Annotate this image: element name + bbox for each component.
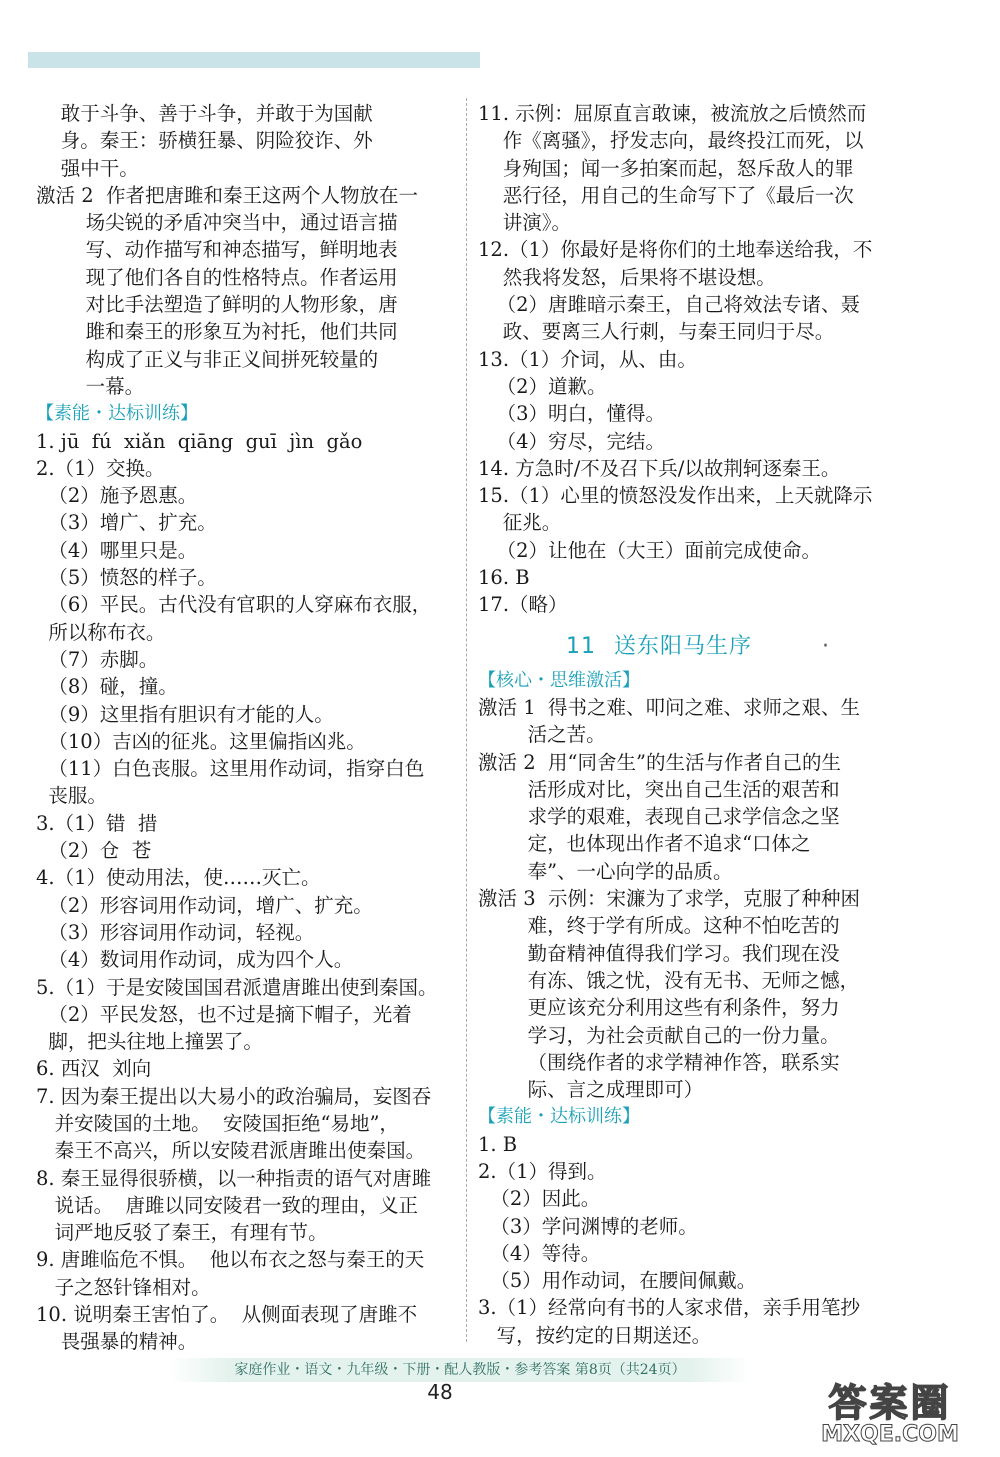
right-line: （2）唐雎暗示秦王，自己将效法专诸、聂 — [478, 293, 861, 317]
left-line: 4.（1）使动用法，使……灭亡。 — [36, 866, 321, 890]
right-line: 3.（1）经常向有书的人家求借，亲手用笔抄 — [478, 1296, 861, 1320]
watermark-logo: 答案圈 — [828, 1381, 952, 1425]
left-line: 2.（1）交换。 — [36, 456, 165, 480]
left-line: （6）平民。古代没有官职的人穿麻布衣服， — [36, 593, 432, 617]
right-line: 恶行径，用自己的生命写下了《最后一次 — [478, 183, 854, 207]
right-line: 17.（略） — [478, 593, 568, 617]
left-line: （2）仓 苍 — [36, 839, 152, 863]
right-line: 奉”、一心向学的品质。 — [478, 859, 733, 883]
right-line: 激活 2 用“同舍生”的生活与作者自己的生 — [478, 750, 841, 774]
left-line: 子之怒针锋相对。 — [36, 1275, 211, 1299]
lesson-title-text: 送东阳马生序 — [613, 633, 752, 659]
left-line: 9. 唐雎临危不惧。 他以布衣之怒与秦王的天 — [36, 1248, 425, 1272]
right-line: 定，也体现出作者不追求“口体之 — [478, 832, 811, 856]
left-line: 5.（1）于是安陵国国君派遣唐雎出使到秦国。 — [36, 975, 438, 999]
left-line: 雎和秦王的形象互为衬托，他们共同 — [36, 320, 398, 344]
left-line: （7）赤脚。 — [36, 647, 159, 671]
column-divider — [466, 98, 467, 1342]
right-line: 激活 1 得书之难、叩问之难、求师之艰、生 — [478, 695, 861, 719]
left-line: 写、动作描写和神态描写，鲜明地表 — [36, 238, 398, 262]
page-number: 48 — [427, 1380, 453, 1404]
right-line: （2）道歉。 — [478, 374, 607, 398]
left-line: 7. 因为秦王提出以大易小的政治骗局，妄图吞 — [36, 1084, 432, 1108]
left-line: 8. 秦王显得很骄横，以一种指责的语气对唐雎 — [36, 1166, 432, 1190]
left-line: （11）白色丧服。这里用作动词，指穿白色 — [36, 757, 425, 781]
left-line: 秦王不高兴，所以安陵君派唐雎出使秦国。 — [36, 1139, 426, 1163]
left-line: （4）数词用作动词，成为四个人。 — [36, 948, 354, 972]
lesson-number: 11 — [565, 633, 596, 659]
left-line: （3）增广、扩充。 — [36, 511, 217, 535]
left-line: 对比手法塑造了鲜明的人物形象，唐 — [36, 293, 398, 317]
right-line: （4）穷尽，完结。 — [478, 429, 666, 453]
right-line: 13.（1）介词，从、由。 — [478, 347, 697, 371]
right-line: 讲演》。 — [478, 211, 572, 235]
left-line: （5）愤怒的样子。 — [36, 566, 217, 590]
right-line: 身殉国；闻一多拍案而起，怒斥敌人的罪 — [478, 156, 854, 180]
left-line: 场尖锐的矛盾冲突当中，通过语言描 — [36, 211, 398, 235]
left-line: 3.（1）错 措 — [36, 811, 158, 835]
right-line: 学习，为社会贡献自己的一份力量。 — [478, 1023, 840, 1047]
section-heading: 【素能・达标训练】 — [36, 403, 198, 425]
left-line: （4）哪里只是。 — [36, 538, 198, 562]
watermark-url: MXQE.COM — [821, 1422, 959, 1447]
left-line: 强中干。 — [36, 156, 139, 180]
left-line: 身。秦王：骄横狂暴、阴险狡诈、外 — [36, 129, 373, 153]
left-line: （3）形容词用作动词，轻视。 — [36, 920, 315, 944]
right-line: 勤奋精神值得我们学习。我们现在没 — [478, 941, 840, 965]
right-line: 活之苦。 — [478, 723, 606, 747]
right-line: 写，按约定的日期送还。 — [478, 1323, 712, 1347]
right-line: （2）让他在（大王）面前完成使命。 — [478, 538, 822, 562]
right-line: 际、言之成理即可） — [478, 1078, 704, 1102]
right-line: 难，终于学有所成。这种不怕吃苦的 — [478, 914, 840, 938]
left-line: 脚，把头往地上撞罢了。 — [36, 1030, 263, 1054]
left-line: 所以称布衣。 — [36, 620, 166, 644]
page-footer — [170, 1358, 750, 1382]
right-line: 作《离骚》，抒发志向，最终投江而死，以 — [478, 129, 864, 153]
right-line: 政、要离三人行刺，与秦王同归于尽。 — [478, 320, 835, 344]
right-line: 激活 3 示例：宋濂为了求学，克服了种种困 — [478, 887, 861, 911]
left-line: 10. 说明秦王害怕了。 从侧面表现了唐雎不 — [36, 1303, 418, 1327]
section-heading: 【素能・达标训练】 — [478, 1106, 640, 1128]
right-line: （2）因此。 — [478, 1187, 601, 1211]
left-line: 畏强暴的精神。 — [36, 1330, 198, 1354]
right-line: 12.（1）你最好是将你们的土地奉送给我，不 — [478, 238, 873, 262]
left-line: （8）碰，撞。 — [36, 675, 178, 699]
left-line: 并安陵国的土地。 安陵国拒绝“易地”， — [36, 1111, 399, 1135]
right-line: （5）用作动词，在腰间佩戴。 — [478, 1269, 757, 1293]
watermark — [800, 1372, 980, 1452]
left-line: 词严地反驳了秦王，有理有节。 — [36, 1221, 328, 1245]
right-line: （3）学问渊博的老师。 — [478, 1214, 698, 1238]
left-line: 激活 2 作者把唐雎和秦王这两个人物放在一 — [36, 183, 419, 207]
right-column — [478, 100, 918, 1349]
right-line: 1. B — [478, 1132, 518, 1156]
top-color-bar — [28, 52, 480, 68]
right-line: （围绕作者的求学精神作答，联系实 — [478, 1050, 840, 1074]
left-line: （10）吉凶的征兆。这里偏指凶兆。 — [36, 729, 366, 753]
left-line: 丧服。 — [36, 784, 107, 808]
right-line: 求学的艰难，表现自己求学信念之坚 — [478, 805, 840, 829]
left-line: （2）平民发怒，也不过是摘下帽子，光着 — [36, 1002, 412, 1026]
lesson-title — [478, 627, 918, 667]
left-line: 6. 西汉 刘向 — [36, 1057, 152, 1081]
right-line: 2.（1）得到。 — [478, 1159, 607, 1183]
left-column — [36, 100, 456, 1356]
footer-text: 家庭作业・语文・九年级・下册・配人教版・参考答案 第8页（共24页） — [234, 1362, 686, 1378]
left-line: （2）施予恩惠。 — [36, 484, 198, 508]
right-line: 更应该充分利用这些有利条件，努力 — [478, 996, 840, 1020]
left-line: （2）形容词用作动词，增广、扩充。 — [36, 893, 373, 917]
right-line: 14. 方急时/不及召下兵/以故荆轲逐秦王。 — [478, 456, 841, 480]
right-line: 15.（1）心里的愤怒没发作出来，上天就降示 — [478, 484, 873, 508]
right-line: 活形成对比，突出自己生活的艰苦和 — [478, 777, 840, 801]
right-line: 11. 示例：屈原直言敢谏，被流放之后愤然而 — [478, 102, 867, 125]
right-line: 有冻、饿之忧，没有无书、无师之憾， — [478, 968, 860, 992]
right-line: 16. B — [478, 566, 530, 590]
left-line: 构成了正义与非正义间拼死较量的 — [36, 347, 379, 371]
right-line: （3）明白，懂得。 — [478, 402, 666, 426]
stray-dot: · — [822, 633, 830, 659]
left-line: （9）这里指有胆识有才能的人。 — [36, 702, 334, 726]
left-line: 说话。 唐雎以同安陵君一致的理由，义正 — [36, 1193, 418, 1217]
section-heading: 【核心・思维激活】 — [478, 669, 640, 691]
left-line: 1. jū fú xiǎn qiāng guī jìn gǎo — [36, 429, 363, 453]
right-line: （4）等待。 — [478, 1241, 601, 1265]
left-line: 一幕。 — [36, 374, 145, 398]
left-line: 现了他们各自的性格特点。作者运用 — [36, 265, 398, 289]
left-line: 敢于斗争、善于斗争，并敢于为国献 — [36, 102, 373, 125]
right-line: 征兆。 — [478, 511, 562, 535]
right-line: 然我将发怒，后果将不堪设想。 — [478, 265, 776, 289]
